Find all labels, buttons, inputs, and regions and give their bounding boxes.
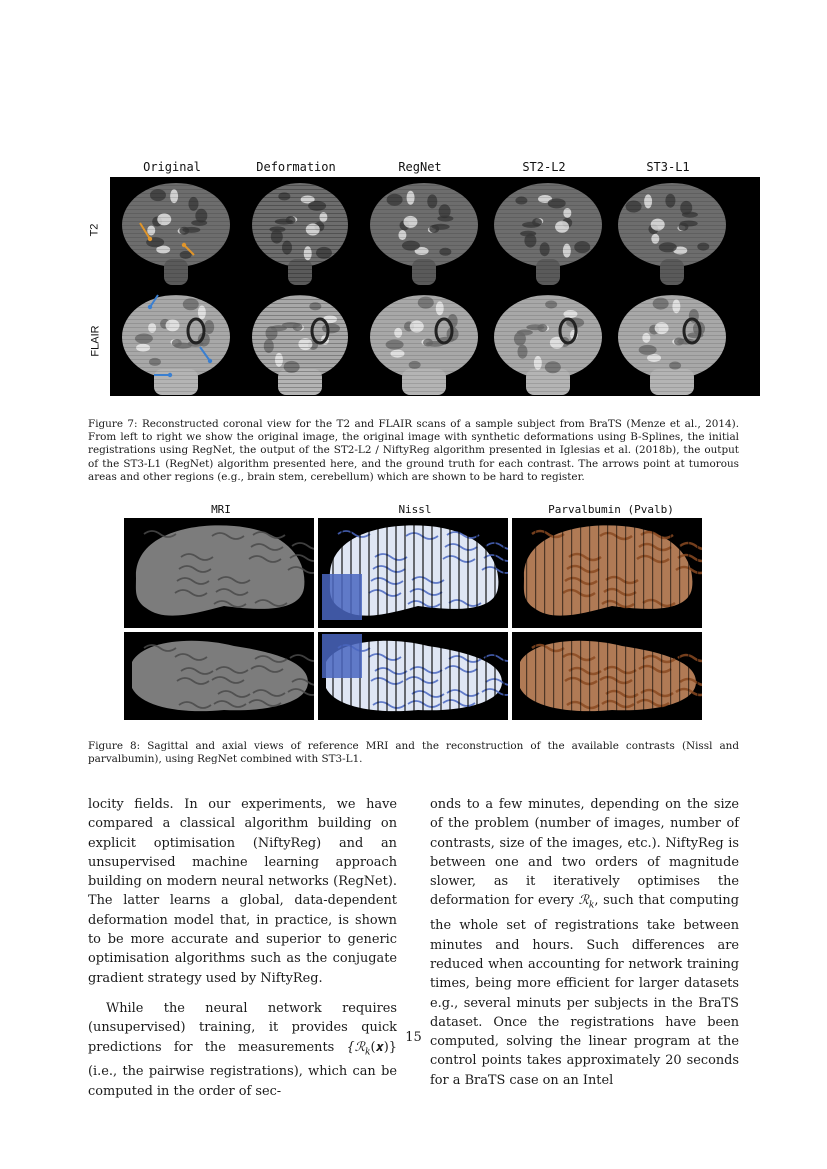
- brain-slice-flair-3: [362, 289, 486, 397]
- brain-slice-t2-4: [486, 179, 610, 287]
- fig7-header-deformation: Deformation: [256, 160, 336, 174]
- body-paragraph: onds to a few minutes, depending on the size of the problem (number of images, number of contrasts, size of the images, etc.). NiftyReg is between one and two orders of magnitude slower, as it iteratively optimises the deformation for every ℛ$_k$, such that computing the whole set of registrations take between minutes and hours. Such differences are reduced when accounting for network training times, being more efficient for larger datasets e.g., several minuts per subjects in the BraTS dataset. Once the registrations have been computed, solving the linear program at the control points takes approximately 20 seconds for a BraTS case on an Intel: [430, 797, 739, 1088]
- fig7-row-label-flair: FLAIR: [89, 325, 102, 357]
- fig7-header-st3-l1: ST3-L1: [646, 160, 690, 174]
- fig8-nissl-axial: [318, 632, 508, 720]
- fig8-mri-axial: [124, 632, 314, 720]
- brain-slice-t2-5: [610, 179, 734, 287]
- brain-slice-flair-1: [114, 289, 238, 397]
- fig7-header-original: Original: [143, 160, 201, 174]
- brain-slice-t2-2: [238, 179, 362, 287]
- fig8-header-mri: MRI: [211, 503, 231, 516]
- fig8-mri-sagittal: [124, 518, 314, 628]
- body-paragraph: While the neural network requires (unsupervised) training, it provides quick predictions for the measurements {ℛ$_k$(𝒙)} (i.e., the pairwise registrations), which can be computed in the order of sec-: [88, 1000, 397, 1099]
- body-left-column: [88, 795, 397, 1101]
- figure7-column-headers: [110, 160, 760, 176]
- fig8-nissl-sagittal: [318, 518, 508, 628]
- brain-slice-flair-4: [486, 289, 610, 397]
- fig7-header-regnet: RegNet: [398, 160, 442, 174]
- figure7-caption: Figure 7: Reconstructed coronal view for the T2 and FLAIR scans of a sample subject from BraTS (Menze et al., 2014). From left to right we show the original image, the original image with synthetic deformations using B-Splines, the initial registrations using RegNet, the output of the ST2-L2 / NiftyReg algorithm presented in Iglesias et al. (2018b), the output of the ST3-L1 (RegNet) algorithm presented here, and the ground truth for each contrast. The arrows point at tumorous areas and other regions (e.g., brain stem, cerebellum) which are shown to be hard to register.: [88, 418, 739, 483]
- fig8-header-nissl: Nissl: [398, 503, 432, 516]
- body-right-column: [430, 795, 739, 1090]
- figure7-image-grid: [110, 177, 760, 396]
- figure8-column-headers: [124, 503, 704, 517]
- fig7-header-st2-l2: ST2-L2: [522, 160, 566, 174]
- brain-slice-flair-5: [610, 289, 734, 397]
- brain-slice-t2-1: [114, 179, 238, 287]
- fig7-row-label-t2: T2: [88, 223, 101, 237]
- fig8-pvalb-axial: [512, 632, 702, 720]
- page-number: 15: [405, 1030, 422, 1045]
- body-paragraph: locity fields. In our experiments, we have compared a classical algorithm building on explicit optimisation (NiftyReg) and an unsupervised machine learning approach building on modern neural networks (RegNet). The latter learns a global, data-dependent deformation model that, in practice, is shown to be more accurate and superior to generic optimisation algorithms such as the conjugate gradient strategy used by NiftyReg.: [88, 797, 397, 986]
- brain-slice-t2-3: [362, 179, 486, 287]
- fig8-pvalb-sagittal: [512, 518, 702, 628]
- brain-slice-flair-2: [238, 289, 362, 397]
- figure8-caption: Figure 8: Sagittal and axial views of reference MRI and the reconstruction of the available contrasts (Nissl and parvalbumin), using RegNet combined with ST3-L1.: [88, 740, 739, 766]
- fig8-header-pvalb: Parvalbumin (Pvalb): [548, 503, 674, 516]
